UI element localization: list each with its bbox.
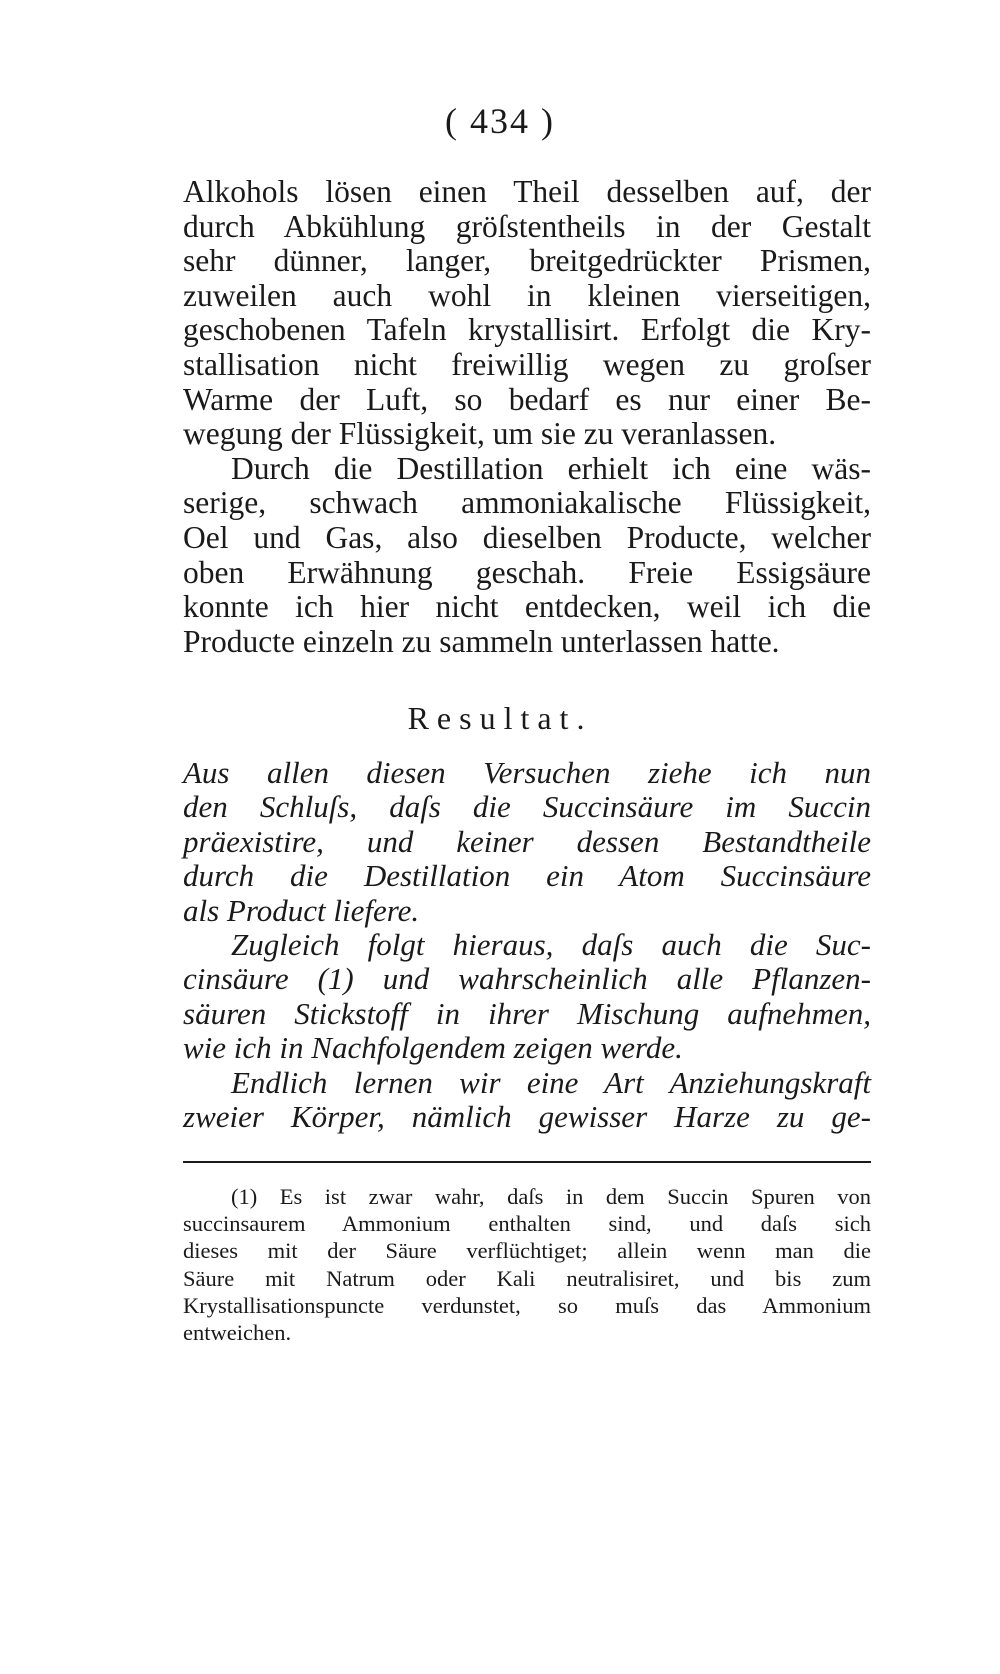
- text-line: Oel und Gas, also dieselben Producte, welcher: [183, 519, 871, 555]
- text-line: den Schluſs, daſs die Succinsäure im Succin: [183, 789, 871, 825]
- footnote: [183, 1183, 871, 1346]
- text-line: präexistire, und keiner dessen Bestandtheile: [183, 823, 871, 859]
- footnote-line: (1) Es ist zwar wahr, daſs in dem Succin Spuren von: [231, 1184, 871, 1209]
- footnote-line: dieses mit der Säure verflüchtiget; allein wenn man die: [183, 1238, 871, 1264]
- text-line: zuweilen auch wohl in kleinen vierseitigen,: [183, 277, 871, 313]
- footnote-line: Säure mit Natrum oder Kali neutralisiret, und bis zum: [183, 1265, 871, 1291]
- text-line: Alkohols lösen einen Theil desselben auf, der: [183, 174, 871, 209]
- text-line: säuren Stickstoff in ihrer Mischung aufnehmen,: [183, 995, 871, 1031]
- text-line: cinsäure (1) und wahrscheinlich alle Pflanzen-: [183, 961, 871, 997]
- text-line: oben Erwähnung geschah. Freie Essigsäure: [183, 554, 871, 590]
- text-line: Zugleich folgt hieraus, daſs auch die Suc-: [231, 927, 871, 963]
- text-line: Warme der Luft, so bedarf es nur einer Be-: [183, 381, 871, 417]
- main-paragraphs: [183, 175, 871, 659]
- footnote-line: Krystallisationspuncte verdunstet, so muſs das Ammonium: [183, 1292, 871, 1318]
- section-heading: Resultat.: [407, 700, 593, 736]
- text-line: wegung der Flüssigkeit, um sie zu veranlassen.: [183, 416, 777, 452]
- text-line: konnte ich hier nicht entdecken, weil ich die: [183, 589, 871, 625]
- text-line: als Product liefere.: [183, 892, 420, 928]
- text-line: durch Abkühlung gröſstentheils in der Gestalt: [183, 208, 871, 244]
- text-line: geschobenen Tafeln krystallisirt. Erfolgt die Kry-: [183, 312, 871, 348]
- text-line: Endlich lernen wir eine Art Anziehungskraft: [231, 1064, 871, 1100]
- text-line: Durch die Destillation erhielt ich eine wäs-: [231, 450, 871, 486]
- footnote-line: entweichen.: [183, 1320, 292, 1346]
- text-line: Producte einzeln zu sammeln unterlassen hatte.: [183, 623, 780, 659]
- text-line: stallisation nicht freiwillig wegen zu groſser: [183, 346, 871, 382]
- result-paragraphs: [183, 756, 871, 1134]
- text-line: serige, schwach ammoniakalische Flüssigkeit,: [183, 485, 871, 521]
- text-line: durch die Destillation ein Atom Succinsäure: [183, 858, 871, 894]
- text-line: zweier Körper, nämlich gewisser Harze zu ge-: [183, 1099, 871, 1135]
- footnote-divider: [183, 1161, 871, 1163]
- text-line: sehr dünner, langer, breitgedrückter Prismen,: [183, 243, 871, 279]
- page-number: ( 434 ): [445, 101, 555, 141]
- text-line: Aus allen diesen Versuchen ziehe ich nun: [183, 755, 871, 790]
- text-line: wie ich in Nachfolgendem zeigen werde.: [183, 1030, 683, 1066]
- footnote-line: succinsaurem Ammonium enthalten sind, und daſs sich: [183, 1211, 871, 1237]
